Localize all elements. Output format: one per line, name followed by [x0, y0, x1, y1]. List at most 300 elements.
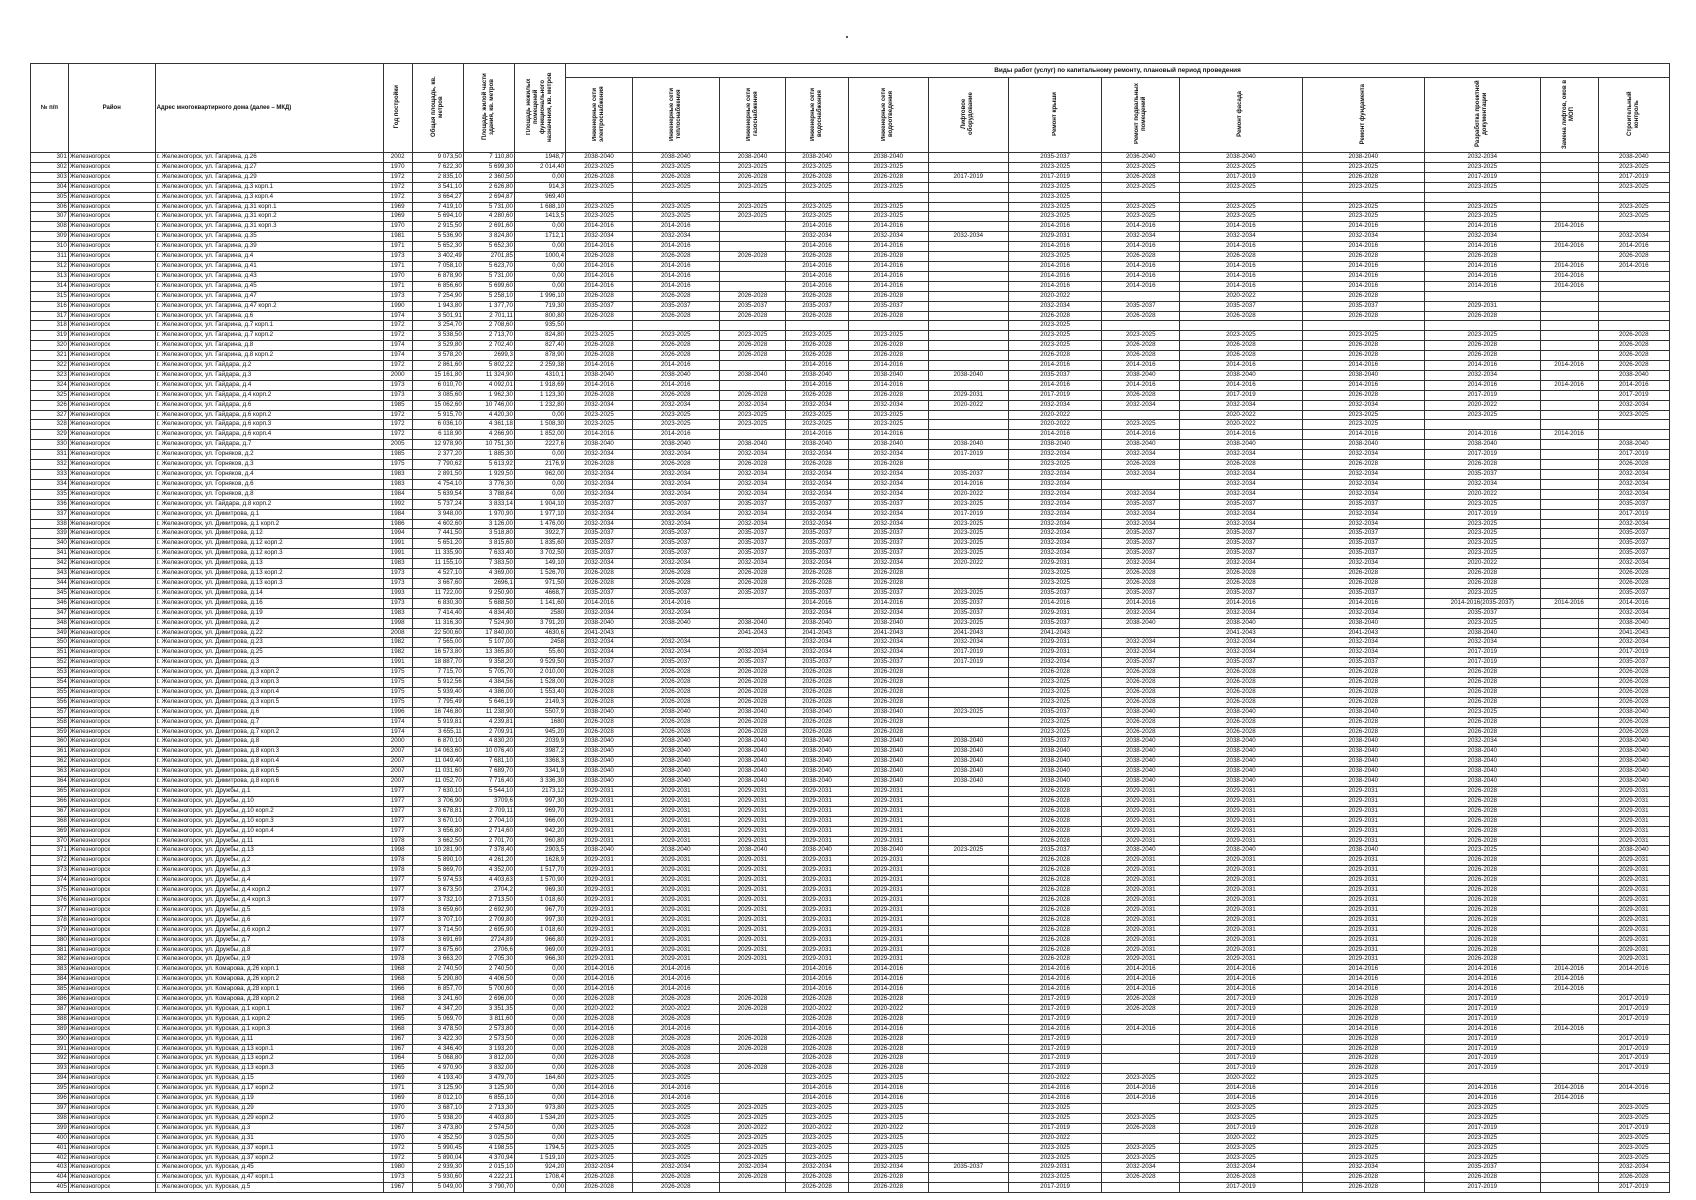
cell-col-17: 2032-2034 — [1424, 370, 1540, 380]
cell-col-9: 2026-2028 — [719, 311, 786, 321]
cell-col-9: 2032-2034 — [719, 519, 786, 529]
cell-col-4: 11 031,60 — [412, 767, 463, 777]
cell-col-10: 2038-2040 — [786, 153, 848, 163]
table-row — [31, 291, 1670, 301]
cell-col-7 — [566, 192, 633, 202]
cell-col-4: 3 254,70 — [412, 321, 463, 331]
cell-col-0: 354 — [31, 678, 69, 688]
cell-col-18: 2014-2016 — [1540, 985, 1598, 995]
cell-col-11: 2029-2031 — [848, 836, 928, 846]
cell-col-1: Железногорск — [68, 737, 155, 747]
cell-col-12 — [928, 1113, 1008, 1123]
cell-col-13: 2035-2037 — [1008, 618, 1101, 628]
cell-col-18 — [1540, 796, 1598, 806]
cell-col-16: 2023-2025 — [1302, 410, 1424, 420]
cell-col-0: 382 — [31, 955, 69, 965]
cell-col-14: 2029-2031 — [1102, 796, 1180, 806]
cell-col-3: 1978 — [383, 856, 412, 866]
table-row — [31, 271, 1670, 281]
cell-col-5: 5 107,00 — [463, 638, 514, 648]
cell-col-17: 2038-2040 — [1424, 747, 1540, 757]
cell-col-2: г. Железногорск, ул. Димитрова, д.8 корп.3 — [155, 747, 383, 757]
cell-col-11: 2032-2034 — [848, 648, 928, 658]
cell-col-4: 2 377,20 — [412, 450, 463, 460]
cell-col-11: 2032-2034 — [848, 232, 928, 242]
cell-col-2: г. Железногорск, ул. Курская, д.11 — [155, 1034, 383, 1044]
cell-col-16: 2032-2034 — [1302, 648, 1424, 658]
cell-col-14: 2029-2031 — [1102, 787, 1180, 797]
cell-col-15: 2032-2034 — [1180, 1163, 1302, 1173]
cell-col-16: 2023-2025 — [1302, 1133, 1424, 1143]
cell-col-0: 302 — [31, 162, 69, 172]
cell-col-2: г. Железногорск, ул. Гагарина, д.31 корп.1 — [155, 202, 383, 212]
cell-col-0: 301 — [31, 153, 69, 163]
cell-col-3: 1972 — [383, 430, 412, 440]
cell-col-5: 2 705,30 — [463, 955, 514, 965]
cell-col-6: 1 519,10 — [514, 1153, 565, 1163]
cell-col-15: 2038-2040 — [1180, 153, 1302, 163]
cell-col-3: 1967 — [383, 1004, 412, 1014]
cell-col-10: 2029-2031 — [786, 836, 848, 846]
cell-col-15: 2014-2016 — [1180, 1024, 1302, 1034]
cell-col-5: 5 731,00 — [463, 271, 514, 281]
cell-col-7: 2029-2031 — [566, 935, 633, 945]
cell-col-8: 2038-2040 — [632, 618, 719, 628]
cell-col-1: Железногорск — [68, 509, 155, 519]
cell-col-7: 2038-2040 — [566, 777, 633, 787]
cell-col-8: 2038-2040 — [632, 846, 719, 856]
cell-col-3: 1977 — [383, 876, 412, 886]
cell-col-2: г. Железногорск, ул. Курская, д.1 корп.3 — [155, 1024, 383, 1034]
cell-col-9: 2026-2028 — [719, 717, 786, 727]
cell-col-5: 2 713,70 — [463, 331, 514, 341]
cell-col-12 — [928, 569, 1008, 579]
cell-col-18 — [1540, 559, 1598, 569]
cell-col-10: 2032-2034 — [786, 489, 848, 499]
cell-col-5: 3 832,00 — [463, 1064, 514, 1074]
cell-col-8: 2023-2025 — [632, 1133, 719, 1143]
cell-col-7: 2014-2016 — [566, 380, 633, 390]
cell-col-11: 2032-2034 — [848, 1163, 928, 1173]
cell-col-12 — [928, 222, 1008, 232]
cell-col-0: 341 — [31, 549, 69, 559]
cell-col-5: 4 369,00 — [463, 569, 514, 579]
cell-col-10: 2026-2028 — [786, 460, 848, 470]
cell-col-10: 2023-2025 — [786, 1074, 848, 1084]
cell-col-7: 2032-2034 — [566, 232, 633, 242]
cell-col-8: 2032-2034 — [632, 559, 719, 569]
table-row — [31, 242, 1670, 252]
cell-col-2: г. Железногорск, ул. Дружбы, д.7 — [155, 935, 383, 945]
cell-col-5: 17 840,00 — [463, 628, 514, 638]
cell-col-1: Железногорск — [68, 370, 155, 380]
cell-col-12 — [928, 985, 1008, 995]
cell-col-17: 2026-2028 — [1424, 578, 1540, 588]
cell-col-0: 390 — [31, 1034, 69, 1044]
cell-col-6: 4668,7 — [514, 588, 565, 598]
cell-col-2: г. Железногорск, ул. Димитрова, д.3 корп.3 — [155, 678, 383, 688]
cell-col-9: 2026-2028 — [719, 569, 786, 579]
cell-col-17: 2026-2028 — [1424, 955, 1540, 965]
cell-col-3: 1967 — [383, 1123, 412, 1133]
cell-col-15: 2026-2028 — [1180, 1173, 1302, 1183]
table-row — [31, 252, 1670, 262]
cell-col-15: 2017-2019 — [1180, 1014, 1302, 1024]
cell-col-9: 2023-2025 — [719, 202, 786, 212]
cell-col-0: 397 — [31, 1104, 69, 1114]
cell-col-1: Железногорск — [68, 628, 155, 638]
cell-col-0: 360 — [31, 737, 69, 747]
cell-col-2: г. Железногорск, ул. Димитрова, д.2 — [155, 618, 383, 628]
cell-col-7: 2026-2028 — [566, 390, 633, 400]
cell-col-8: 2029-2031 — [632, 905, 719, 915]
cell-col-7: 2032-2034 — [566, 509, 633, 519]
cell-col-11: 2029-2031 — [848, 796, 928, 806]
cell-col-11: 2026-2028 — [848, 1044, 928, 1054]
cell-col-3: 1978 — [383, 955, 412, 965]
cell-col-15: 2020-2022 — [1180, 1133, 1302, 1143]
cell-col-19: 2014-2016 — [1598, 965, 1670, 975]
cell-col-19: 2026-2028 — [1598, 569, 1670, 579]
cell-col-2: г. Железногорск, ул. Дружбы, д.10 корп.2 — [155, 806, 383, 816]
cell-col-18 — [1540, 1143, 1598, 1153]
cell-col-8: 2014-2016 — [632, 281, 719, 291]
cell-col-2: г. Железногорск, ул. Горняков, д.8 — [155, 489, 383, 499]
cell-col-6: 1 123,30 — [514, 390, 565, 400]
cell-col-18 — [1540, 460, 1598, 470]
table-row — [31, 796, 1670, 806]
cell-col-5: 4 261,20 — [463, 856, 514, 866]
cell-col-14: 2035-2037 — [1102, 588, 1180, 598]
cell-col-1: Железногорск — [68, 351, 155, 361]
cell-col-1: Железногорск — [68, 866, 155, 876]
cell-col-5: 2 708,60 — [463, 321, 514, 331]
cell-col-0: 336 — [31, 499, 69, 509]
cell-col-13: 2023-2025 — [1008, 341, 1101, 351]
cell-col-7: 2023-2025 — [566, 331, 633, 341]
cell-col-3: 1977 — [383, 945, 412, 955]
cell-col-0: 396 — [31, 1094, 69, 1104]
cell-col-3: 2007 — [383, 747, 412, 757]
cell-col-9 — [719, 598, 786, 608]
cell-col-14: 2014-2016 — [1102, 975, 1180, 985]
cell-col-16: 2014-2016 — [1302, 975, 1424, 985]
cell-col-17: 2038-2040 — [1424, 628, 1540, 638]
cell-col-0: 339 — [31, 529, 69, 539]
cell-col-17: 2014-2016 — [1424, 242, 1540, 252]
cell-col-5: 2 704,10 — [463, 816, 514, 826]
cell-col-8: 2029-2031 — [632, 886, 719, 896]
cell-col-12 — [928, 955, 1008, 965]
cell-col-13: 2023-2025 — [1008, 321, 1101, 331]
cell-col-19: 2029-2031 — [1598, 895, 1670, 905]
cell-col-1: Железногорск — [68, 479, 155, 489]
cell-col-9: 2020-2022 — [719, 1123, 786, 1133]
cell-col-15: 2029-2031 — [1180, 895, 1302, 905]
cell-col-1: Железногорск — [68, 678, 155, 688]
cell-col-11: 2023-2025 — [848, 162, 928, 172]
cell-col-14: 2026-2028 — [1102, 460, 1180, 470]
cell-col-11: 2029-2031 — [848, 895, 928, 905]
cell-col-11: 2014-2016 — [848, 1094, 928, 1104]
cell-col-6: 973,80 — [514, 1104, 565, 1114]
cell-col-14: 2026-2028 — [1102, 687, 1180, 697]
cell-col-14: 2032-2034 — [1102, 608, 1180, 618]
cell-col-9: 2029-2031 — [719, 945, 786, 955]
cell-col-11: 2014-2016 — [848, 430, 928, 440]
cell-col-2: г. Железногорск, ул. Гайдара, д.4 — [155, 380, 383, 390]
cell-col-8: 2023-2025 — [632, 182, 719, 192]
cell-col-7: 2029-2031 — [566, 806, 633, 816]
cell-col-11: 2026-2028 — [848, 291, 928, 301]
table-row — [31, 895, 1670, 905]
cell-col-18 — [1540, 1034, 1598, 1044]
cell-col-5: 4 834,40 — [463, 608, 514, 618]
table-row — [31, 321, 1670, 331]
table-row — [31, 380, 1670, 390]
cell-col-17: 2017-2019 — [1424, 1034, 1540, 1044]
cell-col-0: 389 — [31, 1024, 69, 1034]
cell-col-4: 4 352,50 — [412, 1133, 463, 1143]
cell-col-19: 2017-2019 — [1598, 390, 1670, 400]
cell-col-9: 2032-2034 — [719, 479, 786, 489]
cell-col-16: 2038-2040 — [1302, 846, 1424, 856]
cell-col-5: 2 701,70 — [463, 836, 514, 846]
cell-col-12 — [928, 261, 1008, 271]
cell-col-10: 2032-2034 — [786, 638, 848, 648]
cell-col-19: 2035-2037 — [1598, 588, 1670, 598]
cell-col-14: 2029-2031 — [1102, 866, 1180, 876]
cell-col-1: Железногорск — [68, 727, 155, 737]
cell-col-0: 387 — [31, 1004, 69, 1014]
cell-col-1: Железногорск — [68, 697, 155, 707]
cell-col-12 — [928, 252, 1008, 262]
cell-col-9: 2026-2028 — [719, 1044, 786, 1054]
table-row — [31, 578, 1670, 588]
cell-col-0: 356 — [31, 697, 69, 707]
cell-col-15: 2041-2043 — [1180, 628, 1302, 638]
table-row — [31, 737, 1670, 747]
cell-col-7: 2032-2034 — [566, 608, 633, 618]
cell-col-14: 2026-2028 — [1102, 311, 1180, 321]
cell-col-17: 2026-2028 — [1424, 895, 1540, 905]
cell-col-6: 969,00 — [514, 945, 565, 955]
cell-col-4: 2 835,10 — [412, 172, 463, 182]
cell-col-2: г. Железногорск, ул. Димитрова, д.8 корп.5 — [155, 767, 383, 777]
cell-col-14 — [1102, 1044, 1180, 1054]
cell-col-17: 2026-2028 — [1424, 351, 1540, 361]
cell-col-1: Железногорск — [68, 648, 155, 658]
cell-col-16: 2026-2028 — [1302, 1054, 1424, 1064]
cell-col-12 — [928, 291, 1008, 301]
cell-col-17: 2032-2034 — [1424, 153, 1540, 163]
cell-col-14: 2029-2031 — [1102, 826, 1180, 836]
cell-col-17: 2014-2016 — [1424, 430, 1540, 440]
cell-col-5: 7 689,70 — [463, 767, 514, 777]
cell-col-12 — [928, 1024, 1008, 1034]
cell-col-19 — [1598, 985, 1670, 995]
cell-col-7: 2026-2028 — [566, 341, 633, 351]
cell-col-6: 0,00 — [514, 985, 565, 995]
cell-col-12 — [928, 895, 1008, 905]
cell-col-16: 2032-2034 — [1302, 489, 1424, 499]
cell-col-2: г. Железногорск, ул. Гагарина, д.31 корп.3 — [155, 222, 383, 232]
cell-col-8: 2023-2025 — [632, 202, 719, 212]
cell-col-13: 2026-2028 — [1008, 895, 1101, 905]
cell-col-9: 2032-2034 — [719, 509, 786, 519]
cell-col-11: 2023-2025 — [848, 1153, 928, 1163]
cell-col-12: 2035-2037 — [928, 608, 1008, 618]
cell-col-6: 149,10 — [514, 559, 565, 569]
cell-col-8: 2029-2031 — [632, 796, 719, 806]
cell-col-12: 2017-2019 — [928, 509, 1008, 519]
cell-col-6: 4310,1 — [514, 370, 565, 380]
cell-col-7: 2032-2034 — [566, 638, 633, 648]
cell-col-14: 2029-2031 — [1102, 895, 1180, 905]
cell-col-18 — [1540, 687, 1598, 697]
cell-col-3: 1973 — [383, 569, 412, 579]
cell-col-1: Железногорск — [68, 1173, 155, 1183]
table-row — [31, 925, 1670, 935]
cell-col-11 — [848, 192, 928, 202]
cell-col-11: 2023-2025 — [848, 331, 928, 341]
cell-col-11: 2026-2028 — [848, 351, 928, 361]
cell-col-8: 2014-2016 — [632, 975, 719, 985]
table-row — [31, 430, 1670, 440]
cell-col-2: г. Железногорск, ул. Курская, д.45 — [155, 1163, 383, 1173]
cell-col-13: 2026-2028 — [1008, 796, 1101, 806]
cell-col-19: 2029-2031 — [1598, 945, 1670, 955]
cell-col-3: 1970 — [383, 271, 412, 281]
cell-col-13: 2014-2016 — [1008, 1024, 1101, 1034]
cell-col-7: 2026-2028 — [566, 311, 633, 321]
cell-col-12: 2032-2034 — [928, 638, 1008, 648]
cell-col-9: 2023-2025 — [719, 162, 786, 172]
cell-col-5: 4 266,90 — [463, 430, 514, 440]
cell-col-6: 0,00 — [514, 1084, 565, 1094]
cell-col-17: 2017-2019 — [1424, 172, 1540, 182]
cell-col-4: 4 346,40 — [412, 1044, 463, 1054]
cell-col-6: 1 526,70 — [514, 569, 565, 579]
cell-col-0: 362 — [31, 757, 69, 767]
cell-col-8: 2014-2016 — [632, 242, 719, 252]
cell-col-6: 1712,1 — [514, 232, 565, 242]
cell-col-8 — [632, 628, 719, 638]
cell-col-18: 2014-2016 — [1540, 361, 1598, 371]
cell-col-11: 2035-2037 — [848, 499, 928, 509]
cell-col-6: 1 232,80 — [514, 400, 565, 410]
cell-col-14: 2029-2031 — [1102, 806, 1180, 816]
cell-col-7: 2032-2034 — [566, 489, 633, 499]
cell-col-3: 1972 — [383, 1143, 412, 1153]
cell-col-18 — [1540, 618, 1598, 628]
cell-col-19: 2038-2040 — [1598, 777, 1670, 787]
cell-col-14: 2035-2037 — [1102, 549, 1180, 559]
cell-col-13: 2017-2019 — [1008, 995, 1101, 1005]
cell-col-4: 5 069,70 — [412, 1014, 463, 1024]
cell-col-15: 2032-2034 — [1180, 400, 1302, 410]
cell-col-4: 3 402,49 — [412, 252, 463, 262]
cell-col-16: 2026-2028 — [1302, 569, 1424, 579]
cell-col-12 — [928, 866, 1008, 876]
cell-col-1: Железногорск — [68, 549, 155, 559]
cell-col-6: 3922,7 — [514, 529, 565, 539]
cell-col-2: г. Железногорск, ул. Дружбы, д.4 корп.3 — [155, 895, 383, 905]
cell-col-0: 316 — [31, 301, 69, 311]
cell-col-15: 2029-2031 — [1180, 935, 1302, 945]
cell-col-14: 2014-2016 — [1102, 242, 1180, 252]
cell-col-8: 2026-2028 — [632, 1064, 719, 1074]
cell-col-4: 4 527,10 — [412, 569, 463, 579]
cell-col-2: г. Железногорск, ул. Димитрова, д.7 корп.2 — [155, 727, 383, 737]
cell-col-4: 15 161,80 — [412, 370, 463, 380]
cell-col-4: 3 732,10 — [412, 895, 463, 905]
cell-col-19: 2023-2025 — [1598, 182, 1670, 192]
cell-col-3: 1994 — [383, 529, 412, 539]
table-row — [31, 707, 1670, 717]
cell-col-2: г. Железногорск, ул. Димитрова, д.12 — [155, 529, 383, 539]
cell-col-9: 2041-2043 — [719, 628, 786, 638]
cell-col-10: 2014-2016 — [786, 1024, 848, 1034]
cell-col-3: 1970 — [383, 1113, 412, 1123]
cell-col-14: 2038-2040 — [1102, 767, 1180, 777]
header-col-15: Замена лифтов, оков в МОП — [1540, 78, 1598, 153]
cell-col-18 — [1540, 212, 1598, 222]
cell-col-11: 2029-2031 — [848, 826, 928, 836]
cell-col-7: 2032-2034 — [566, 559, 633, 569]
cell-col-14 — [1102, 321, 1180, 331]
table-row — [31, 747, 1670, 757]
cell-col-15: 2032-2034 — [1180, 479, 1302, 489]
cell-col-7: 2026-2028 — [566, 727, 633, 737]
cell-col-16: 2038-2040 — [1302, 153, 1424, 163]
cell-col-11: 2026-2028 — [848, 172, 928, 182]
cell-col-8: 2029-2031 — [632, 876, 719, 886]
cell-col-5: 5 699,60 — [463, 281, 514, 291]
cell-col-0: 343 — [31, 569, 69, 579]
cell-col-3: 1972 — [383, 420, 412, 430]
cell-col-5: 3 025,50 — [463, 1133, 514, 1143]
cell-col-16: 2023-2025 — [1302, 202, 1424, 212]
cell-col-14: 2038-2040 — [1102, 440, 1180, 450]
cell-col-13: 2026-2028 — [1008, 806, 1101, 816]
cell-col-5: 7 383,50 — [463, 559, 514, 569]
table-row — [31, 915, 1670, 925]
cell-col-16: 2029-2031 — [1302, 905, 1424, 915]
cell-col-10: 2032-2034 — [786, 559, 848, 569]
cell-col-16: 2032-2034 — [1302, 638, 1424, 648]
cell-col-4: 11 316,30 — [412, 618, 463, 628]
cell-col-7: 2014-2016 — [566, 430, 633, 440]
cell-col-0: 318 — [31, 321, 69, 331]
cell-col-6: 3341,9 — [514, 767, 565, 777]
cell-col-0: 331 — [31, 450, 69, 460]
cell-col-0: 305 — [31, 192, 69, 202]
cell-col-4: 3 664,27 — [412, 192, 463, 202]
cell-col-15: 2014-2016 — [1180, 261, 1302, 271]
cell-col-16: 2014-2016 — [1302, 242, 1424, 252]
cell-col-13: 2020-2022 — [1008, 1074, 1101, 1084]
cell-col-13: 2026-2028 — [1008, 915, 1101, 925]
cell-col-11: 2032-2034 — [848, 479, 928, 489]
cell-col-15: 2023-2025 — [1180, 1153, 1302, 1163]
cell-col-0: 326 — [31, 400, 69, 410]
cell-col-10: 2023-2025 — [786, 331, 848, 341]
cell-col-14: 2026-2028 — [1102, 697, 1180, 707]
cell-col-0: 394 — [31, 1074, 69, 1084]
cell-col-10: 2023-2025 — [786, 202, 848, 212]
cell-col-15: 2038-2040 — [1180, 767, 1302, 777]
